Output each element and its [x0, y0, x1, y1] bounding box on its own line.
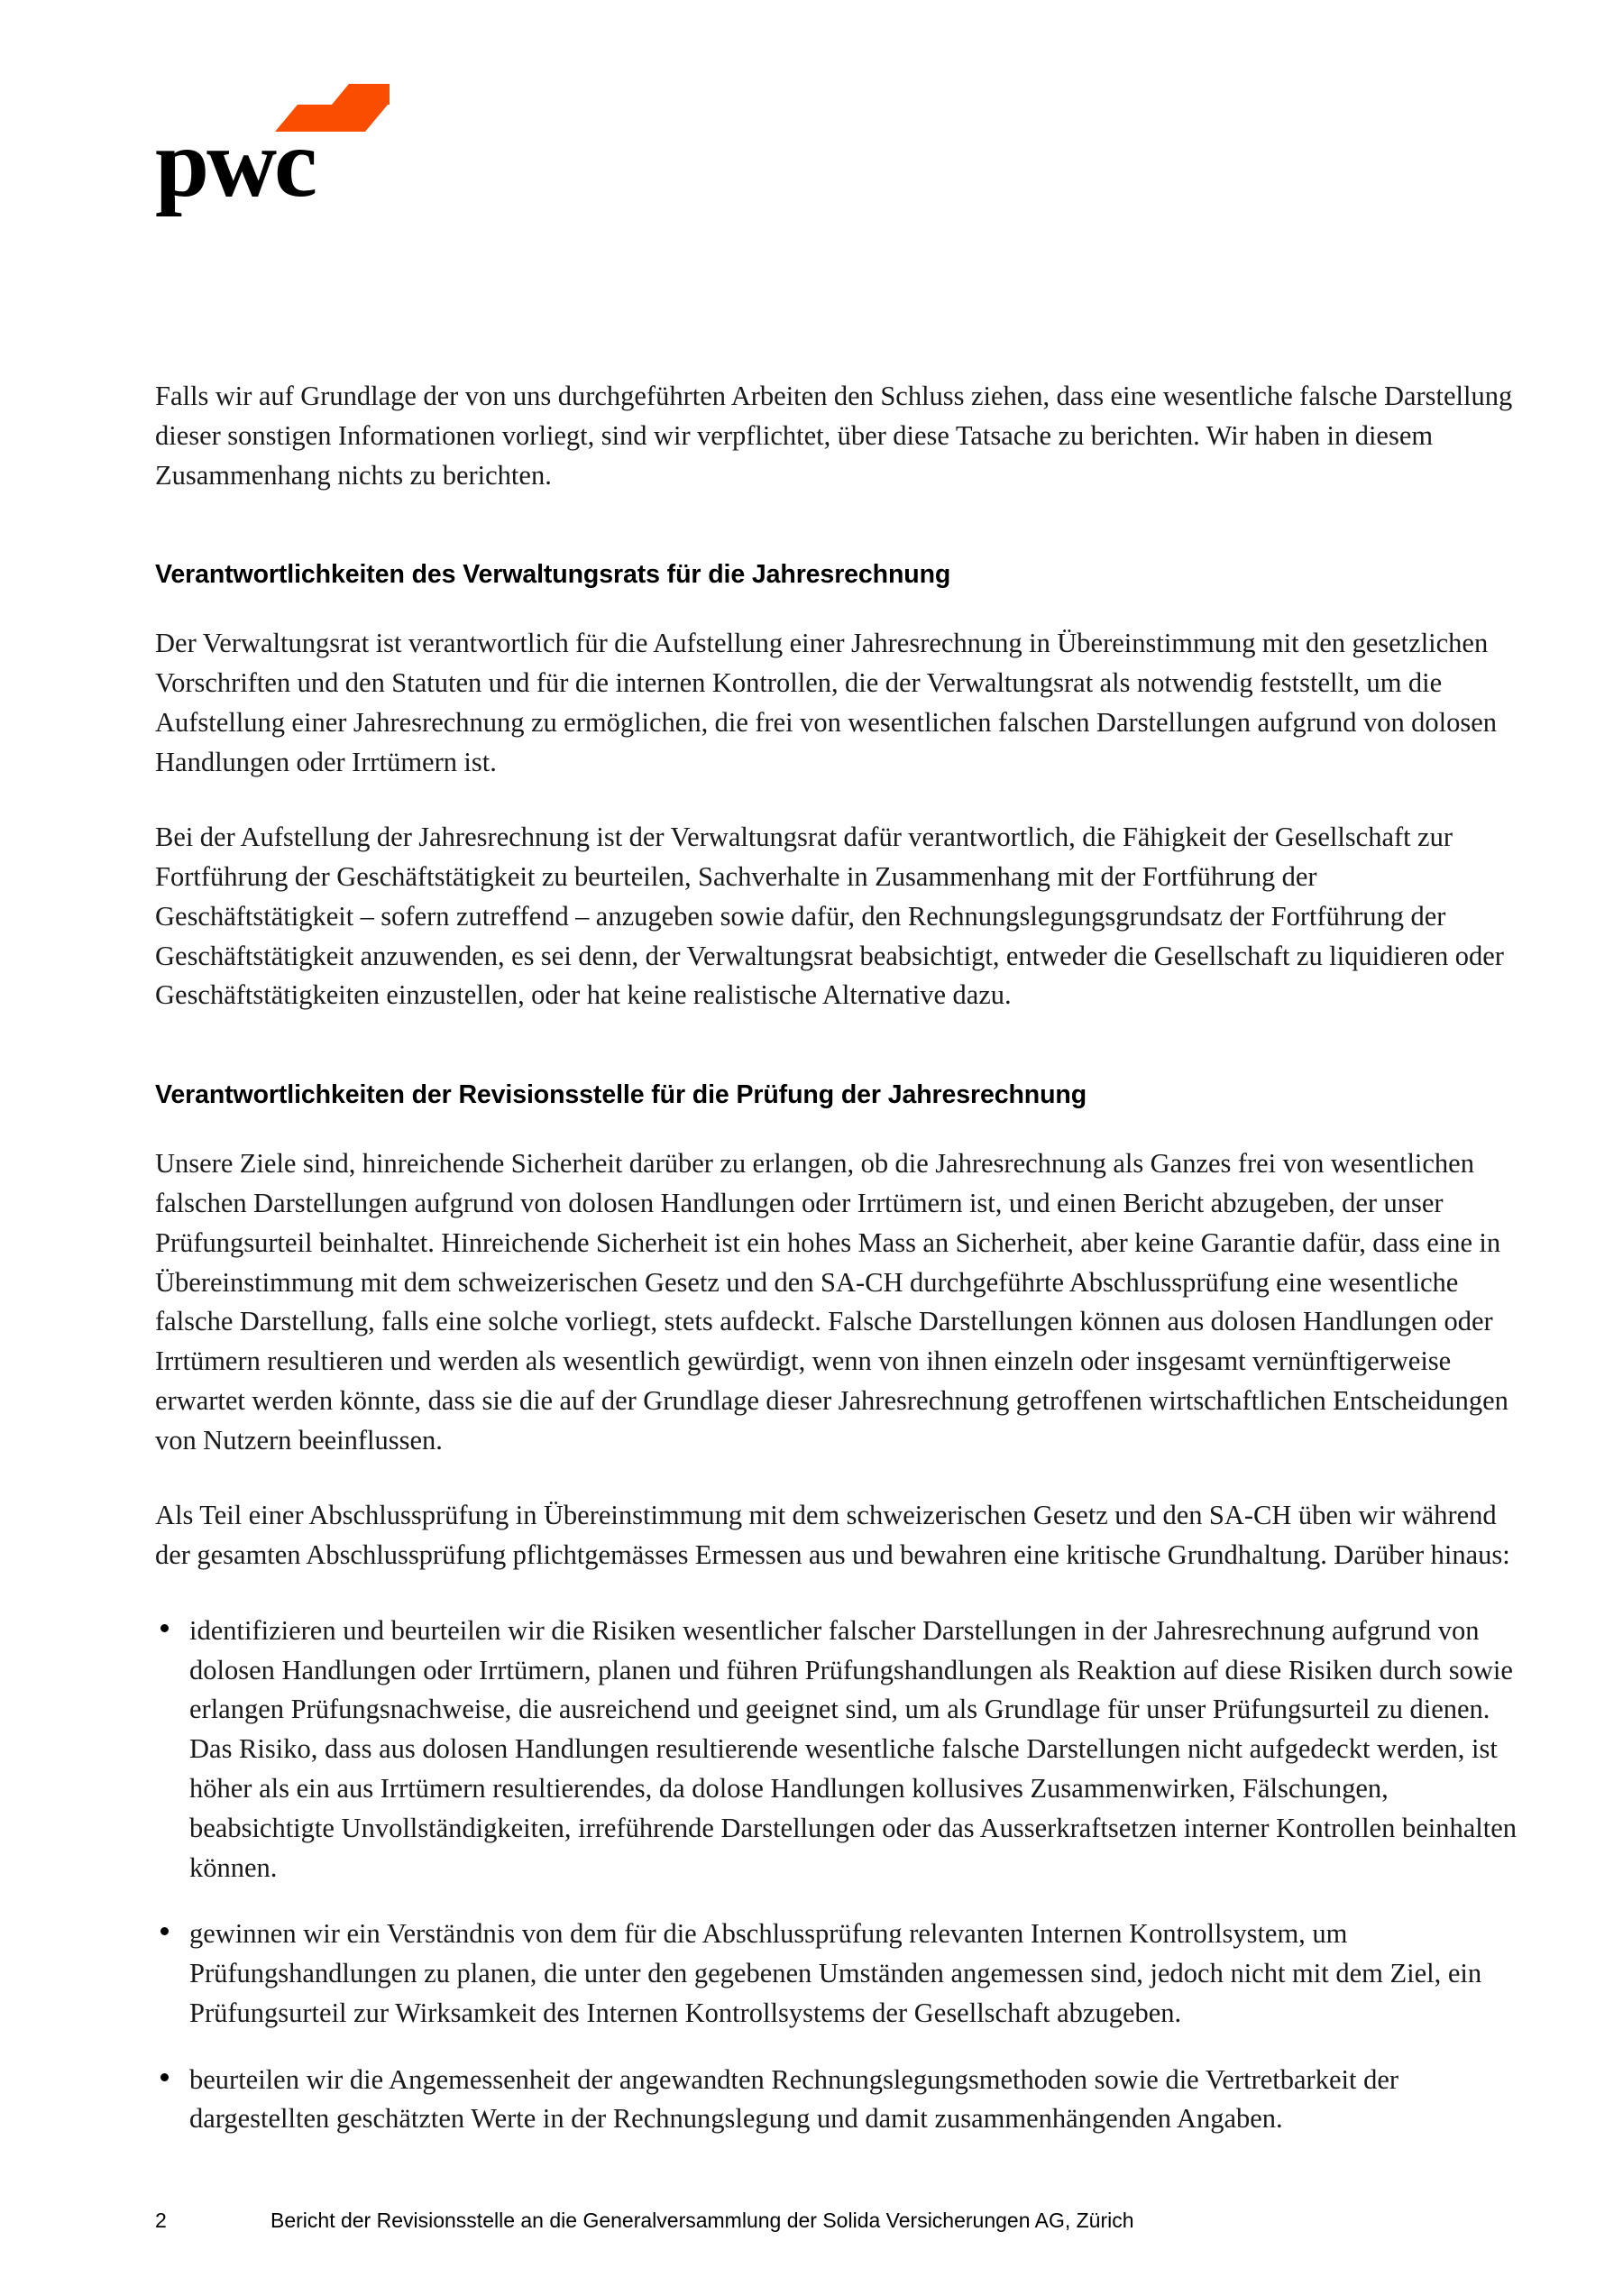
section2-paragraph-2: Als Teil einer Abschlussprüfung in Übereinstimmung mit dem schweizerischen Gesetz und den SA-CH üben wir während der gesamten Abschlussprüfung pflichtgemässes Ermessen aus und bewahren eine kritische Grundhaltung. Darüber hinaus:: [155, 1500, 1510, 1571]
section-heading-auditor-responsibilities: Verantwortlichkeiten der Revisionsstelle für die Prüfung der Jahresrechnung: [155, 1080, 1087, 1110]
pwc-wordmark: pwc: [155, 110, 315, 217]
section1-paragraph-1: Der Verwaltungsrat ist verantwortlich für die Aufstellung einer Jahresrechnung in Übereinstimmung mit den gesetzlichen Vorschriften und den Statuten und für die internen Kontrollen, die der Verwaltungsrat als notwendig feststellt, um die Aufstellung einer Jahresrechnung zu ermöglichen, die frei von wesentlichen falschen Darstellungen aufgrund von dolosen Handlungen oder Irrtümern ist.: [155, 628, 1498, 777]
list-item: [155, 1915, 1521, 2033]
section-heading-board-responsibilities: Verantwortlichkeiten des Verwaltungsrats für die Jahresrechnung: [155, 560, 951, 590]
list-item-text: beurteilen wir die Angemessenheit der angewandten Rechnungslegungsmethoden sowie die Vertretbarkeit der dargestellten geschätzten Werte in der Rechnungslegung und damit zusammenhängenden Angaben.: [189, 2063, 1399, 2135]
section1-paragraph-2: Bei der Aufstellung der Jahresrechnung ist der Verwaltungsrat dafür verantwortlich, die Fähigkeit der Gesellschaft zur Fortführung der Geschäftstätigkeit zu beurteilen, Sachverhalte in Zusammenhang mit der Fortführung der Geschäftstätigkeit – sofern zutreffend – anzugeben sowie dafür, den Rechnungslegungsgrundsatz der Fortführung der Geschäftstätigkeit anzuwenden, es sei denn, der Verwaltungsrat beabsichtigt, entweder die Gesellschaft zu liquidieren oder Geschäftstätigkeiten einzustellen, oder hat keine realistische Alternative dazu.: [155, 822, 1504, 1011]
pwc-logo: [155, 79, 390, 217]
page-footer: [155, 2208, 1521, 2235]
list-item-text: identifizieren und beurteilen wir die Risiken wesentlicher falscher Darstellungen in der Jahresrechnung aufgrund von dolosen Handlungen oder Irrtümern, planen und führen Prüfungshandlungen als Reaktion auf diese Risiken durch sowie erlangen Prüfungsnachweise, die ausreichend und geeignet sind, um als Grundlage für unser Prüfungsurteil zu dienen. Das Risiko, dass aus dolosen Handlungen resultierende wesentliche falsche Darstellungen nicht aufgedeckt werden, ist höher als ein aus Irrtümern resultierendes, da dolose Handlungen kollusives Zusammenwirken, Fälschungen, beabsichtigte Unvollständigkeiten, irreführende Darstellungen oder das Ausserkraftsetzen interner Kontrollen beinhalten können.: [189, 1614, 1517, 1883]
bullet-dot-icon: [160, 1927, 169, 1935]
section2-paragraph-1: Unsere Ziele sind, hinreichende Sicherheit darüber zu erlangen, ob die Jahresrechnung als Ganzes frei von wesentlichen falschen Darstellungen aufgrund von dolosen Handlungen oder Irrtümern ist, und einen Bericht abzugeben, der unser Prüfungsurteil beinhaltet. Hinreichende Sicherheit ist ein hohes Mass an Sicherheit, aber keine Garantie dafür, dass eine in Übereinstimmung mit dem schweizerischen Gesetz und den SA-CH durchgeführte Abschlussprüfung eine wesentliche falsche Darstellung, falls eine solche vorliegt, stets aufdeckt. Falsche Darstellungen können aus dolosen Handlungen oder Irrtümern resultieren und werden als wesentlich gewürdigt, wenn von ihnen einzeln oder insgesamt vernünftigerweise erwartet werden könnte, dass sie die auf der Grundlage dieser Jahresrechnung getroffenen wirtschaftlichen Entscheidungen von Nutzern beeinflussen.: [155, 1148, 1508, 1456]
bullet-dot-icon: [160, 1624, 169, 1632]
list-item: [155, 2061, 1521, 2140]
footer-text: Bericht der Revisionsstelle an die Generalversammlung der Solida Versicherungen AG, Zürich: [270, 2209, 1134, 2232]
section-spacer: [155, 531, 1521, 558]
document-body: [155, 377, 1521, 2139]
page-number: 2: [155, 2209, 167, 2232]
bullet-dot-icon: [160, 2073, 169, 2081]
section-spacer: [155, 1052, 1521, 1079]
auditor-responsibilities-list: [155, 1612, 1521, 2139]
intro-paragraph: Falls wir auf Grundlage der von uns durchgeführten Arbeiten den Schluss ziehen, dass eine wesentliche falsche Darstellung dieser sonstigen Informationen vorliegt, sind wir verpflichtet, über diese Tatsache zu berichten. Wir haben in diesem Zusammenhang nichts zu berichten.: [155, 381, 1513, 491]
list-item-text: gewinnen wir ein Verständnis von dem für die Abschlussprüfung relevanten Internen Kontrollsystem, um Prüfungshandlungen zu planen, die unter den gegebenen Umständen angemessen sind, jedoch nicht mit dem Ziel, ein Prüfungsurteil zur Wirksamkeit des Internen Kontrollsystems der Gesellschaft abzugeben.: [189, 1918, 1482, 2028]
list-item: [155, 1612, 1521, 1887]
